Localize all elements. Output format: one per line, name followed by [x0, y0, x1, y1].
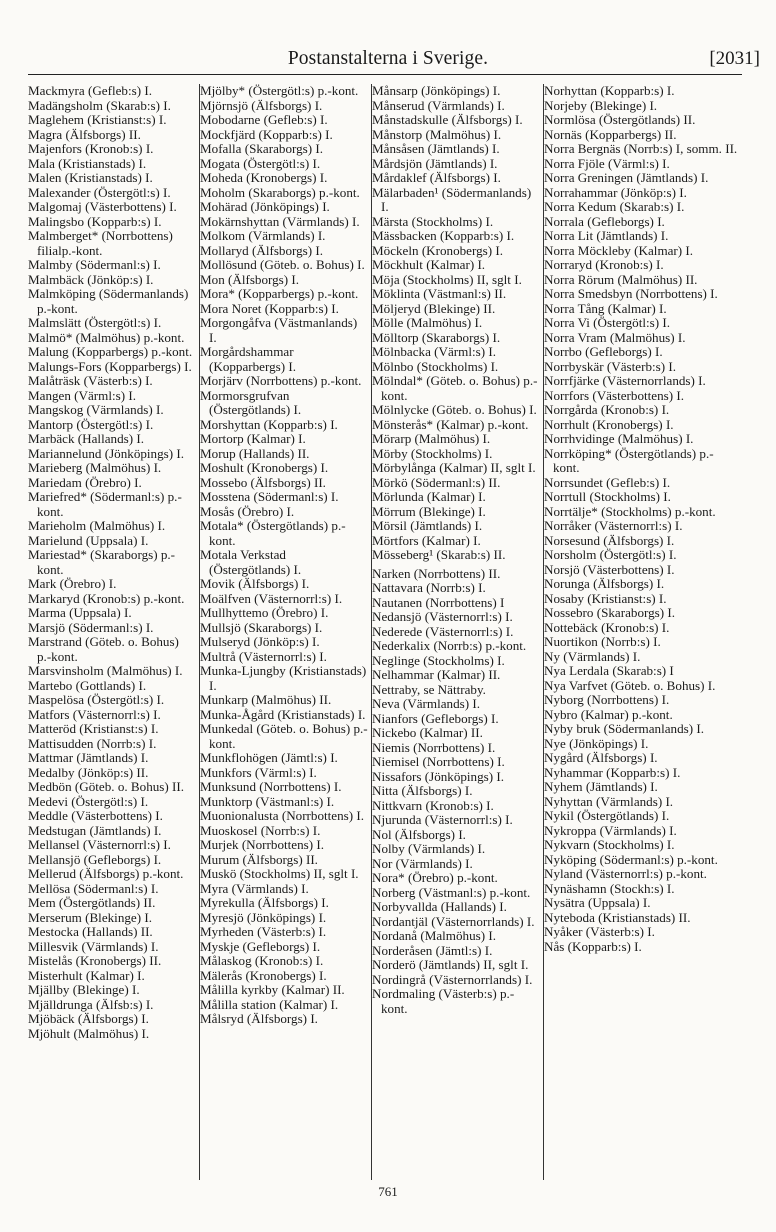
index-entry: Majenfors (Kronob:s) I.	[28, 141, 154, 156]
index-entry: Nås (Kopparb:s) I.	[544, 938, 642, 954]
index-entry: Nyköping (Södermanl:s) p.-kont.	[544, 851, 718, 867]
header-rule	[28, 74, 742, 75]
index-entry: Motala* (Östergötlands) p.-kont.	[200, 518, 346, 548]
index-entry: Nyland (Västernorrl:s) p.-kont.	[544, 866, 707, 881]
index-entry: Nianfors (Gefleborgs) I.	[372, 710, 499, 726]
index-entry: Maspelösa (Östergötl:s) I.	[28, 692, 165, 707]
index-entry: Malmö* (Malmöhus) p.-kont.	[28, 329, 185, 345]
index-entry: Madängsholm (Skarab:s) I.	[28, 97, 171, 113]
index-entry: Mohärad (Jönköpings) I.	[200, 199, 330, 214]
index-entry: Mörkö (Södermanl:s) II.	[372, 474, 501, 490]
index-entry: Mjälldrunga (Älfsb:s) I.	[28, 996, 154, 1012]
index-entry: Morjärv (Norrbottens) p.-kont.	[200, 373, 362, 388]
index-entry: Mokärnshyttan (Värmlands) I.	[200, 213, 360, 229]
index-entry: Merserum (Blekinge) I.	[28, 909, 152, 925]
index-entry: Norunga (Älfsborgs) I.	[544, 576, 665, 591]
index-entry: Månsarp (Jönköpings) I.	[372, 84, 501, 98]
index-entry: Mösseberg¹ (Skarab:s) II.	[372, 547, 506, 562]
column-1	[28, 84, 196, 1180]
index-entry: Mariefred* (Södermanl:s) p.-kont.	[28, 489, 182, 519]
index-entry: Matfors (Västernorrl:s) I.	[28, 706, 161, 722]
index-entry: Nedansjö (Västernorrl:s) I.	[372, 609, 513, 624]
index-entry: Mofalla (Skaraborgs) I.	[200, 141, 324, 156]
index-entry: Mjöbäck (Älfsborgs) I.	[28, 1011, 149, 1026]
index-entry: Munkfors (Värml:s) I.	[200, 764, 317, 780]
index-entry: Mattmar (Jämtlands) I.	[28, 750, 149, 765]
page-folio: 761	[378, 1184, 398, 1199]
index-entry: Movik (Älfsborgs) I.	[200, 576, 310, 591]
index-entry: Nykroppa (Värmlands) I.	[544, 822, 677, 838]
index-entry: Norsholm (Östergötl:s) I.	[544, 547, 677, 562]
index-entry: Norrsundet (Gefleb:s) I.	[544, 474, 671, 490]
index-entry: Nordmaling (Västerb:s) p.-kont.	[372, 986, 515, 1016]
index-entry: Mölndal* (Göteb. o. Bohus) p.-kont.	[372, 373, 538, 403]
index-entry: Norrbo (Gefleborgs) I.	[544, 344, 663, 359]
index-entry: Målaskog (Kronob:s) I.	[200, 953, 324, 968]
index-entry: Norjeby (Blekinge) I.	[544, 97, 658, 113]
index-entry: Murjek (Norrbottens) I.	[200, 837, 324, 852]
index-entry: Malingsbo (Kopparb:s) I.	[28, 213, 162, 229]
index-entry: Norra Vi (Östergötl:s) I.	[544, 315, 671, 330]
index-entry: Mistelås (Kronobergs) II.	[28, 953, 162, 968]
index-entry: Misterhult (Kalmar) I.	[28, 967, 145, 983]
index-entry: Malmby (Södermanl:s) I.	[28, 257, 161, 272]
index-entry: Malmköping (Södermanlands) p.-kont.	[28, 286, 189, 316]
index-entry: Norrgårda (Kronob:s) I.	[544, 402, 670, 417]
index-entry: Mellerud (Älfsborgs) p.-kont.	[28, 866, 184, 881]
index-entry: Mosås (Örebro) I.	[200, 503, 295, 519]
index-entry: Mullsjö (Skaraborgs) I.	[200, 619, 323, 635]
index-entry: Nyby bruk (Södermanlands) I.	[544, 721, 705, 736]
index-entry: Munka-Ågård (Kristianstads) I.	[200, 706, 366, 722]
index-entry: Mariannelund (Jönköpings) I.	[28, 445, 185, 461]
index-entry: Moholm (Skaraborgs) p.-kont.	[200, 184, 360, 200]
index-entry: Molkom (Värmlands) I.	[200, 228, 326, 243]
index-entry: Norra Greningen (Jämtlands) I.	[544, 170, 709, 185]
index-entry: Norraryd (Kronob:s) I.	[544, 257, 664, 272]
index-entry: Nosaby (Kristianst:s) I.	[544, 590, 667, 606]
index-entry: Malen (Kristianstads) I.	[28, 170, 153, 185]
index-entry: Marieholm (Malmöhus) I.	[28, 518, 166, 533]
index-entry: Magra (Älfsborgs) II.	[28, 126, 141, 142]
index-entry: Mala (Kristianstads) I.	[28, 155, 147, 171]
index-entry: Nordantjäl (Västernorrlands) I.	[372, 913, 535, 929]
index-entry: Möljeryd (Blekinge) II.	[372, 300, 496, 316]
index-entry: Mora* (Kopparbergs) p.-kont.	[200, 286, 359, 301]
index-entry: Njurunda (Västernorrl:s) I.	[372, 812, 513, 827]
index-entry: Mölle (Malmöhus) I.	[372, 315, 483, 330]
index-entry: Nya Lerdala (Skarab:s) I	[544, 663, 674, 678]
index-entry: Mellösa (Södermanl:s) I.	[28, 880, 159, 896]
index-entry: Nysätra (Uppsala) I.	[544, 895, 651, 910]
index-entry: Mark (Örebro) I.	[28, 576, 117, 591]
index-entry: Niemis (Norrbottens) I.	[372, 739, 496, 755]
index-entry: Mönsterås* (Kalmar) p.-kont.	[372, 416, 529, 432]
index-entry: Narken (Norrbottens) II.	[372, 565, 501, 581]
index-entry: Mestocka (Hallands) II.	[28, 924, 153, 939]
index-entry: Munkedal (Göteb. o. Bohus) p.-kont.	[200, 721, 368, 751]
index-entry: Mårdsjön (Jämtlands) I.	[372, 155, 498, 171]
index-entry: Maglehem (Kristianst:s) I.	[28, 112, 167, 127]
index-entry: Norrköping* (Östergötlands) p.-kont.	[544, 445, 714, 475]
index-entry: Norrbyskär (Västerb:s) I.	[544, 358, 676, 374]
index-entry: Markaryd (Kronob:s) p.-kont.	[28, 590, 185, 606]
index-entry: Mörbylånga (Kalmar) II, sglt I.	[372, 460, 536, 475]
index-entry: Nygård (Älfsborgs) I.	[544, 750, 658, 765]
index-entry: Norrfjärke (Västernorrlands) I.	[544, 373, 706, 388]
index-entry: Nora* (Örebro) p.-kont.	[372, 870, 498, 885]
index-entry: Mörlunda (Kalmar) I.	[372, 489, 486, 504]
index-entry: Nederede (Västernorrl:s) I.	[372, 623, 514, 639]
index-entry: Norrhvidinge (Malmöhus) I.	[544, 431, 694, 446]
index-entry: Norra Vram (Malmöhus) I.	[544, 329, 686, 345]
index-entry: Mellansel (Västernorrl:s) I.	[28, 837, 171, 852]
index-entry: Mollösund (Göteb. o. Bohus) I.	[200, 257, 365, 272]
index-entry: Nyhem (Jämtlands) I.	[544, 779, 658, 794]
index-entry: Meddle (Västerbottens) I.	[28, 808, 163, 823]
index-entry: Neglinge (Stockholms) I.	[372, 652, 505, 668]
index-entry: Nyhyttan (Värmlands) I.	[544, 793, 674, 809]
index-entry: Marieberg (Malmöhus) I.	[28, 460, 162, 475]
index-entry: Neva (Värmlands) I.	[372, 696, 480, 711]
index-entry: Mårdaklef (Älfsborgs) I.	[372, 170, 501, 185]
index-entry: Myrheden (Västerb:s) I.	[200, 924, 327, 939]
index-entry: Målsryd (Älfsborgs) I.	[200, 1011, 318, 1026]
index-entry: Myskje (Gefleborgs) I.	[200, 938, 321, 954]
index-entry: Morgongåfva (Västmanlands) I.	[200, 315, 358, 345]
index-entry: Månsåsen (Jämtlands) I.	[372, 141, 500, 156]
index-entry: Norrfors (Västerbottens) I.	[544, 387, 684, 403]
index-entry: Norrahammar (Jönköp:s) I.	[544, 184, 687, 200]
index-entry: Nykil (Östergötlands) I.	[544, 808, 670, 823]
index-entry: Mälerås (Kronobergs) I.	[200, 967, 327, 983]
index-entry: Moshult (Kronobergs) I.	[200, 460, 329, 475]
index-entry: Norhyttan (Kopparb:s) I.	[544, 84, 675, 98]
index-entry: Möckeln (Kronobergs) I.	[372, 242, 504, 258]
index-entry: Nederkalix (Norrb:s) p.-kont.	[372, 638, 527, 653]
index-entry: Nitta (Älfsborgs) I.	[372, 783, 473, 798]
index-entry: Mullhyttemo (Örebro) I.	[200, 605, 329, 620]
index-entry: Morshyttan (Kopparb:s) I.	[200, 416, 338, 432]
index-entry: Norrtull (Stockholms) I.	[544, 489, 671, 504]
index-entry: Muskö (Stockholms) II, sglt I.	[200, 866, 359, 881]
index-entry: Marsvinsholm (Malmöhus) I.	[28, 663, 183, 678]
index-entry: Munktorp (Västmanl:s) I.	[200, 793, 335, 809]
index-entry: Mörrum (Blekinge) I.	[372, 503, 486, 519]
index-entry: Nissafors (Jönköpings) I.	[372, 768, 505, 784]
index-entry: Munksund (Norrbottens) I.	[200, 779, 342, 794]
index-entry: Mogata (Östergötl:s) I.	[200, 155, 321, 171]
index-entry: Morup (Hallands) II.	[200, 445, 310, 461]
index-entry: Marstrand (Göteb. o. Bohus) p.-kont.	[28, 634, 179, 664]
index-entry: Malungs-Fors (Kopparbergs) I.	[28, 358, 192, 374]
index-entry: Norra Tång (Kalmar) I.	[544, 300, 667, 316]
index-entry: Mangskog (Värmlands) I.	[28, 402, 164, 417]
index-entry: Medstugan (Jämtlands) I.	[28, 822, 162, 838]
index-entry: Norra Fjöle (Värml:s) I.	[544, 155, 670, 171]
index-entry: Mölnlycke (Göteb. o. Bohus) I.	[372, 402, 537, 417]
index-entry: Munka-Ljungby (Kristianstads) I.	[200, 663, 367, 693]
index-entry: Nyhammar (Kopparb:s) I.	[544, 764, 681, 780]
index-entry: Mem (Östergötlands) II.	[28, 895, 156, 910]
index-entry: Medbön (Göteb. o. Bohus) II.	[28, 779, 185, 794]
index-entry: Mangen (Värml:s) I.	[28, 387, 136, 403]
index-entry: Mölnbacka (Värml:s) I.	[372, 344, 496, 359]
index-entry: Nynäshamn (Stockh:s) I.	[544, 880, 675, 896]
index-entry: Mölnbo (Stockholms) I.	[372, 358, 499, 374]
index-entry: Millesvik (Värmlands) I.	[28, 938, 159, 954]
index-entry: Malmbäck (Jönköp:s) I.	[28, 271, 154, 287]
index-entry: Mora Noret (Kopparb:s) I.	[200, 300, 339, 316]
index-entry: Nya Varfvet (Göteb. o. Bohus) I.	[544, 677, 716, 693]
index-entry: Möja (Stockholms) II, sglt I.	[372, 271, 522, 287]
index-entry: Norrtälje* (Stockholms) p.-kont.	[544, 503, 716, 519]
index-entry: Nykvarn (Stockholms) I.	[544, 837, 675, 852]
index-entry: Norderö (Jämtlands) II, sglt I.	[372, 957, 529, 972]
index-entry: Mjällby (Blekinge) I.	[28, 982, 140, 997]
index-entry: Nolby (Värmlands) I.	[372, 841, 486, 856]
index-entry: Munkflohögen (Jämtl:s) I.	[200, 750, 338, 765]
index-entry: Norberg (Västmanl:s) p.-kont.	[372, 884, 531, 900]
index-entry: Motala Verkstad (Östergötlands) I.	[200, 547, 302, 577]
index-entry: Myrekulla (Älfsborgs) I.	[200, 895, 329, 910]
index-entry: Mjörnsjö (Älfsborgs) I.	[200, 97, 323, 113]
index-entry: Marsjö (Södermanl:s) I.	[28, 619, 154, 635]
index-entry: Norderåsen (Jämtl:s) I.	[372, 942, 493, 958]
index-entry: Norra Bergnäs (Norrb:s) I, somm. II.	[544, 141, 738, 156]
column-2	[200, 84, 368, 1180]
index-entry: Mariestad* (Skaraborgs) p.-kont.	[28, 547, 176, 577]
index-entry: Norsesund (Älfsborgs) I.	[544, 532, 675, 548]
index-entry: Mariedam (Örebro) I.	[28, 474, 142, 490]
index-entry: Märsta (Stockholms) I.	[372, 213, 494, 229]
index-entry: Möckhult (Kalmar) I.	[372, 257, 486, 272]
index-entry: Malexander (Östergötl:s) I.	[28, 184, 171, 200]
index-entry: Medevi (Östergötl:s) I.	[28, 793, 149, 809]
index-entry: Mon (Älfsborgs) I.	[200, 271, 300, 287]
index-entry: Mollaryd (Älfsborgs) I.	[200, 242, 324, 258]
index-entry: Mellansjö (Gefleborgs) I.	[28, 851, 162, 867]
index-entry: Nye (Jönköpings) I.	[544, 735, 649, 751]
index-entry: Mörtfors (Kalmar) I.	[372, 532, 481, 548]
index-entry: Nossebro (Skaraborgs) I.	[544, 605, 676, 620]
index-entry: Nol (Älfsborgs) I.	[372, 826, 466, 842]
index-columns	[28, 84, 744, 1180]
index-entry: Nittkvarn (Kronob:s) I.	[372, 797, 494, 813]
index-entry: Medalby (Jönköp:s) II.	[28, 764, 149, 780]
index-entry: Ny (Värmlands) I.	[544, 648, 641, 664]
index-entry: Morgårdshammar (Kopparbergs) I.	[200, 344, 297, 374]
index-entry: Matteröd (Kristianst:s) I.	[28, 721, 159, 736]
index-entry: Mässbacken (Kopparb:s) I.	[372, 228, 515, 243]
index-entry: Marma (Uppsala) I.	[28, 605, 132, 620]
index-entry: Mosstena (Södermanl:s) I.	[200, 489, 339, 504]
index-entry: Mälarbaden¹ (Södermanlands) I.	[372, 184, 532, 214]
index-entry: Munkarp (Malmöhus) II.	[200, 692, 332, 707]
index-entry: Månstadskulle (Älfsborgs) I.	[372, 112, 523, 127]
index-entry: Multrå (Västernorrl:s) I.	[200, 648, 327, 664]
index-entry: Malgomaj (Västerbottens) I.	[28, 199, 177, 214]
index-entry: Normlösa (Östergötlands) II.	[544, 112, 696, 127]
index-entry: Malmslätt (Östergötl:s) I.	[28, 315, 162, 330]
index-entry: Mormorsgrufvan (Östergötlands) I.	[200, 387, 302, 417]
index-entry: Norrala (Gefleborgs) I.	[544, 213, 665, 229]
index-entry: Nautanen (Norrbottens) I	[372, 594, 505, 610]
page-title: Postanstalterna i Sverige.	[287, 48, 489, 69]
index-entry: Malåträsk (Västerb:s) I.	[28, 373, 153, 388]
index-entry: Nyborg (Norrbottens) I.	[544, 692, 670, 707]
index-entry: Nornäs (Kopparbergs) II.	[544, 126, 677, 142]
index-entry: Månstorp (Malmöhus) I.	[372, 126, 502, 142]
index-entry: Nottebäck (Kronob:s) I.	[544, 619, 670, 635]
index-entry: Nordanå (Malmöhus) I.	[372, 928, 496, 943]
index-entry: Mossebo (Älfsborgs) II.	[200, 474, 326, 490]
index-entry: Nettraby, se Nättraby.	[372, 681, 486, 697]
index-entry: Norra Rörum (Malmöhus) II.	[544, 271, 698, 287]
index-entry: Murum (Älfsborgs) II.	[200, 851, 318, 867]
index-entry: Norra Lit (Jämtlands) I.	[544, 228, 669, 243]
index-entry: Malung (Kopparbergs) p.-kont.	[28, 344, 193, 359]
index-entry: Nordingrå (Västernorrlands) I.	[372, 971, 533, 987]
index-entry: Muonionalusta (Norrbottens) I.	[200, 808, 365, 823]
index-entry: Norra Smedsbyn (Norrbottens) I.	[544, 286, 718, 301]
index-entry: Mjölby* (Östergötl:s) p.-kont.	[200, 84, 359, 98]
index-entry: Nyteboda (Kristianstads) II.	[544, 909, 691, 925]
index-entry: Mockfjärd (Kopparb:s) I.	[200, 126, 333, 142]
index-entry: Norrhult (Kronobergs) I.	[544, 416, 674, 432]
index-entry: Nattavara (Norrb:s) I.	[372, 580, 486, 595]
index-entry: Niemisel (Norrbottens) I.	[372, 754, 505, 769]
index-entry: Mackmyra (Gefleb:s) I.	[28, 84, 152, 98]
index-entry: Marbäck (Hallands) I.	[28, 431, 144, 446]
index-entry: Norra Kedum (Skarab:s) I.	[544, 199, 685, 214]
index-entry: Mörby (Stockholms) I.	[372, 445, 493, 461]
page-number: [2031]	[709, 48, 760, 69]
index-entry: Malmberget* (Norrbottens) filialp.-kont.	[28, 228, 173, 258]
index-entry: Mörarp (Malmöhus) I.	[372, 431, 491, 446]
index-entry: Nickebo (Kalmar) II.	[372, 725, 483, 740]
index-entry: Marielund (Uppsala) I.	[28, 532, 149, 548]
index-entry: Mantorp (Östergötl:s) I.	[28, 416, 154, 432]
index-entry: Nuortikon (Norrb:s) I.	[544, 634, 661, 649]
index-entry: Myra (Värmlands) I.	[200, 880, 309, 896]
index-entry: Mobodarne (Gefleb:s) I.	[200, 112, 328, 127]
index-entry: Målilla station (Kalmar) I.	[200, 996, 339, 1012]
index-entry: Nybro (Kalmar) p.-kont.	[544, 706, 673, 722]
index-entry: Månserud (Värmlands) I.	[372, 97, 505, 113]
index-entry: Muoskosel (Norrb:s) I.	[200, 822, 321, 838]
index-entry: Möklinta (Västmanl:s) II.	[372, 286, 507, 301]
index-entry: Nyåker (Västerb:s) I.	[544, 924, 655, 939]
index-entry: Mjöhult (Malmöhus) I.	[28, 1025, 150, 1041]
index-entry: Moheda (Kronobergs) I.	[200, 170, 328, 185]
index-entry: Mortorp (Kalmar) I.	[200, 431, 306, 446]
index-entry: Målilla kyrkby (Kalmar) II.	[200, 982, 345, 997]
index-entry: Myresjö (Jönköpings) I.	[200, 909, 327, 925]
index-entry: Norråker (Västernorrl:s) I.	[544, 518, 683, 533]
index-entry: Nor (Värmlands) I.	[372, 855, 473, 871]
index-entry: Norbyvallda (Hallands) I.	[372, 899, 507, 914]
index-entry: Mulseryd (Jönköp:s) I.	[200, 634, 320, 649]
index-entry: Mölltorp (Skaraborgs) I.	[372, 329, 501, 345]
index-entry: Mörsil (Jämtlands) I.	[372, 518, 483, 533]
index-entry: Mattisudden (Norrb:s) I.	[28, 735, 157, 751]
index-entry: Norra Möckleby (Kalmar) I.	[544, 242, 694, 258]
column-4	[544, 84, 740, 1180]
index-entry: Moälfven (Västernorrl:s) I.	[200, 590, 343, 606]
index-entry: Nelhammar (Kalmar) II.	[372, 667, 501, 682]
index-entry: Norsjö (Västerbottens) I.	[544, 561, 675, 577]
index-entry: Martebo (Gottlands) I.	[28, 677, 147, 693]
column-3	[372, 84, 540, 1180]
